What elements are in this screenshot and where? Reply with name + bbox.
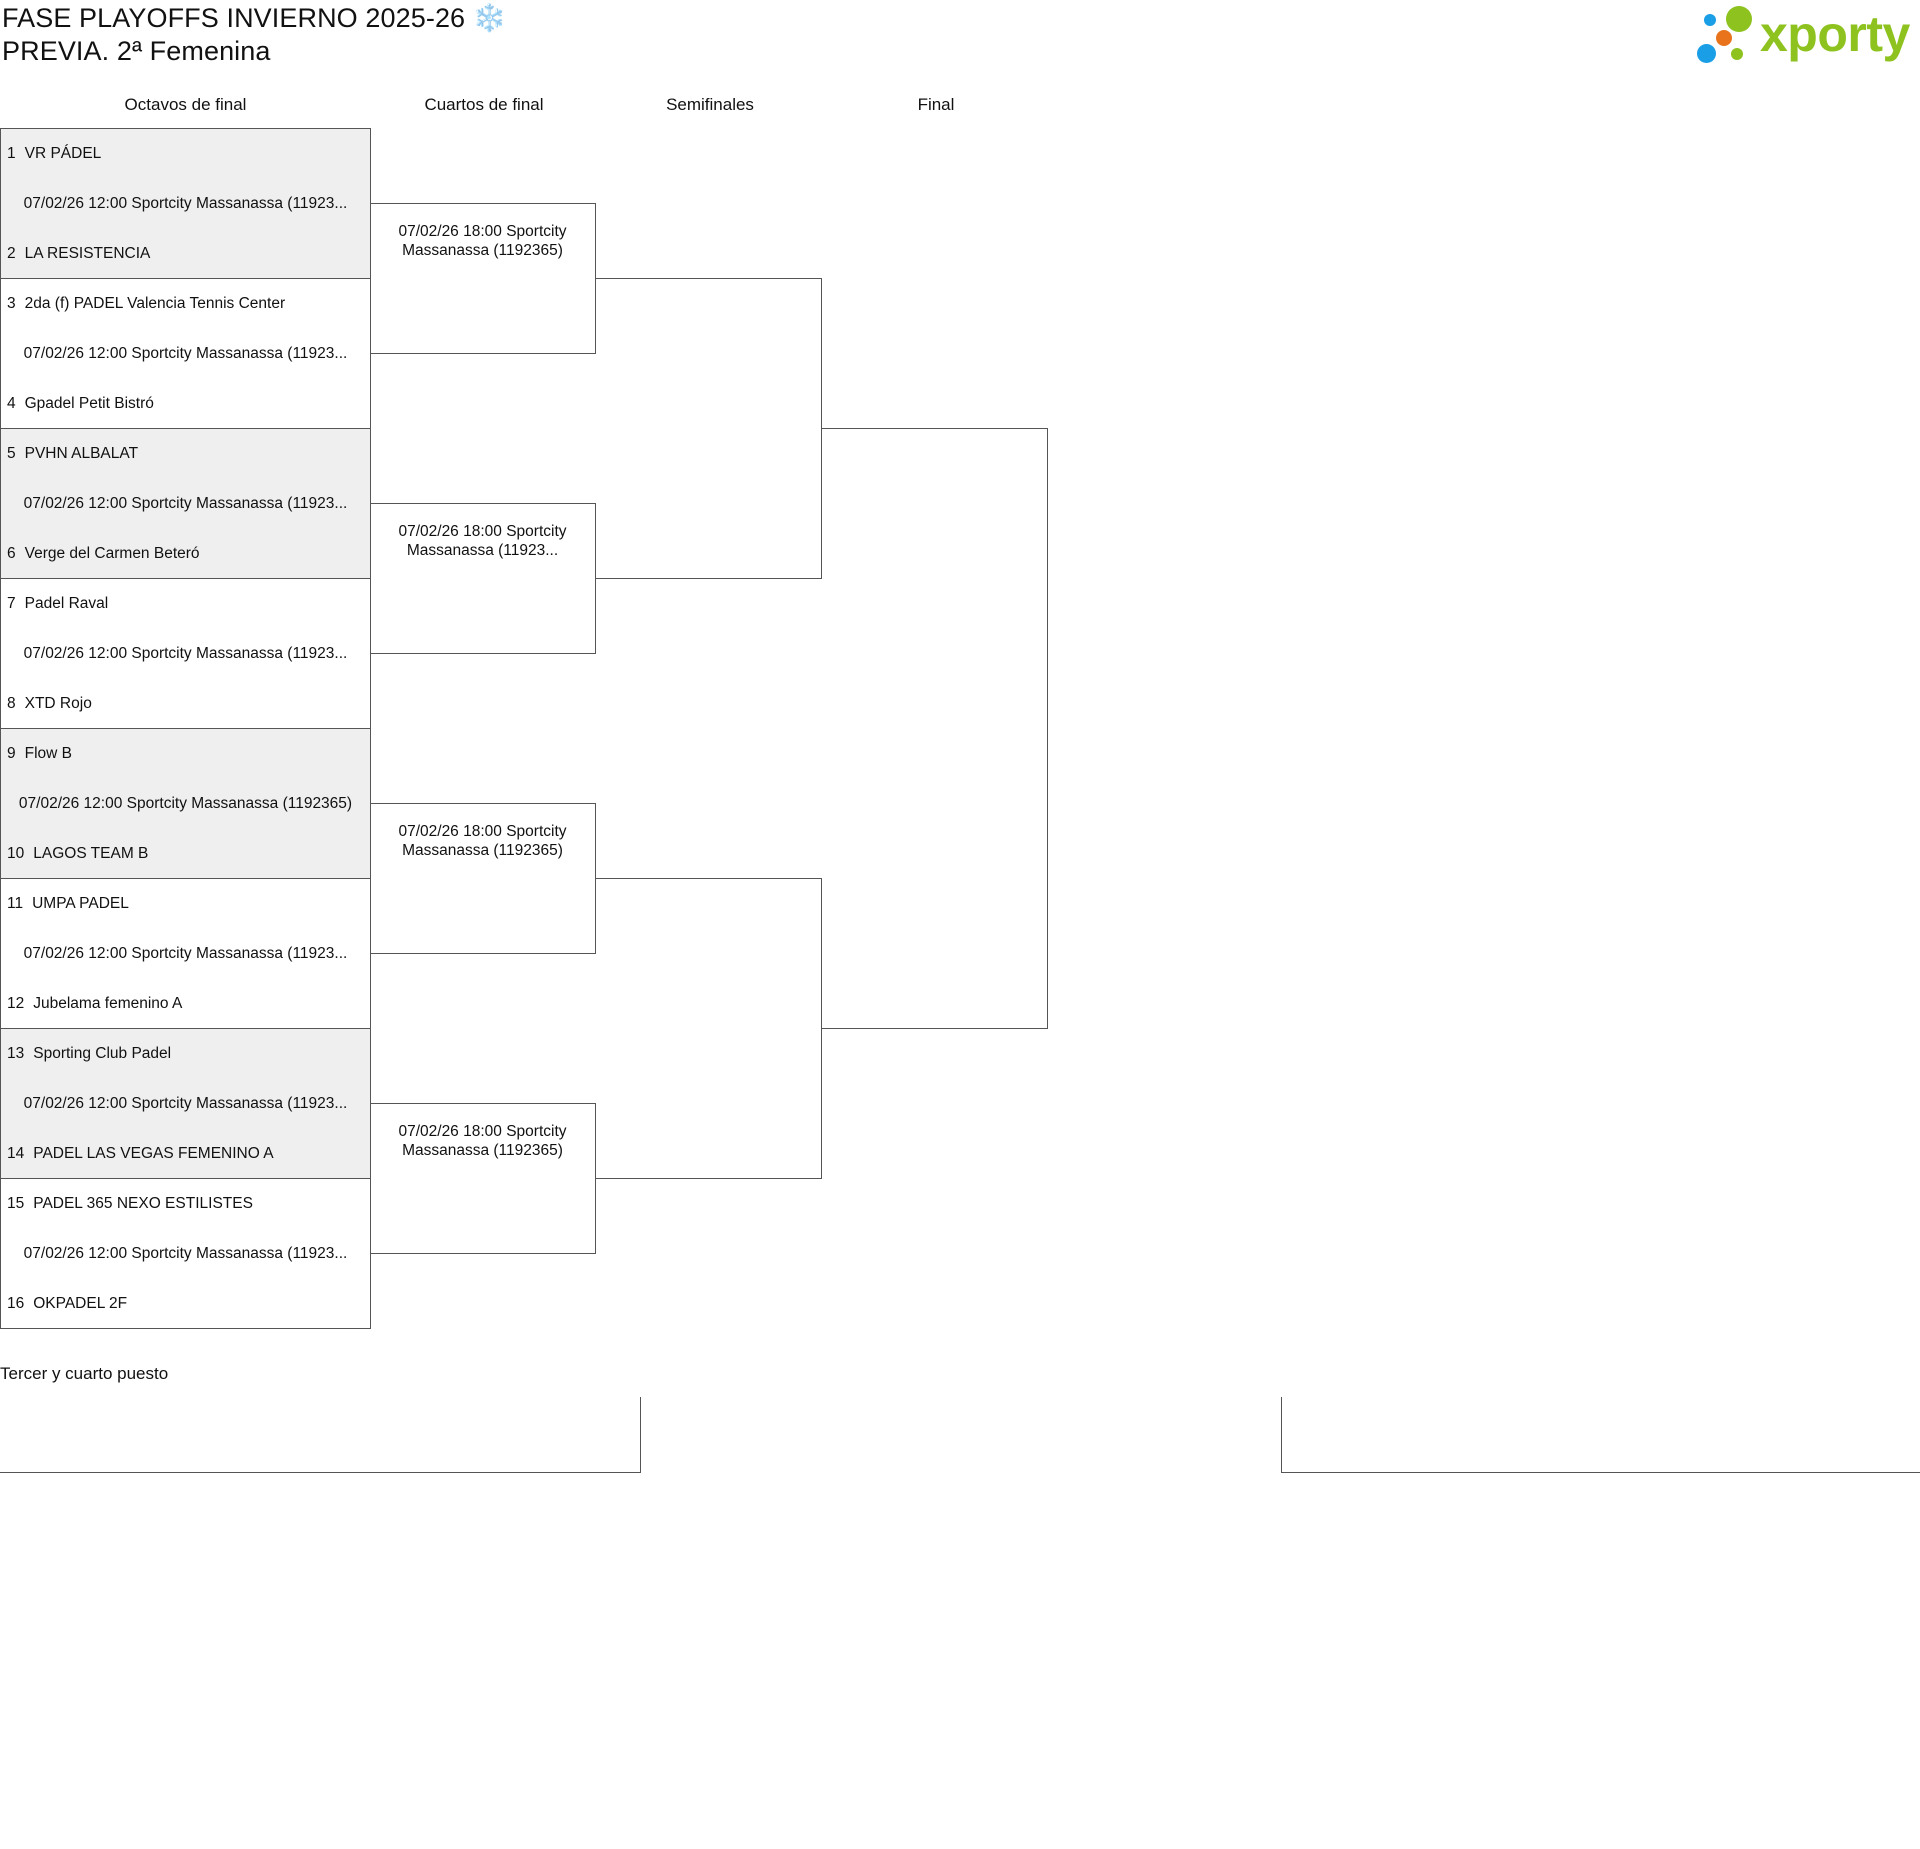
seed: 8	[7, 695, 16, 712]
team-name: Sporting Club Padel	[33, 1045, 172, 1062]
match-r16-6[interactable]	[0, 878, 371, 1029]
team-away	[7, 1145, 274, 1163]
team-name: Verge del Carmen Beteró	[24, 545, 200, 562]
team-name: PADEL 365 NEXO ESTILISTES	[33, 1195, 253, 1212]
team-away	[7, 995, 182, 1013]
qf-date-line2: Massanassa (1192365)	[402, 242, 563, 259]
team-away	[7, 245, 150, 263]
seed: 9	[7, 745, 16, 762]
third-place-slot-right[interactable]	[1281, 1397, 1920, 1473]
team-name: LA RESISTENCIA	[24, 245, 151, 262]
team-home	[7, 595, 108, 613]
seed: 2	[7, 245, 16, 262]
match-date: 07/02/26 12:00 Sportcity Massanassa (11923...	[23, 495, 348, 512]
qf-date-line2: Massanassa (11923...	[406, 542, 559, 559]
qf-date-line1: 07/02/26 18:00 Sportcity	[398, 823, 567, 840]
seed: 3	[7, 295, 16, 312]
match-sf-1[interactable]	[596, 278, 822, 579]
match-r16-7[interactable]	[0, 1028, 371, 1179]
team-name: Padel Raval	[24, 595, 109, 612]
round-header-cuartos: Cuartos de final	[424, 95, 544, 114]
qf-date-line1: 07/02/26 18:00 Sportcity	[398, 223, 567, 240]
logo-dot-green-small	[1731, 48, 1743, 60]
team-name: PVHN ALBALAT	[24, 445, 139, 462]
match-date	[370, 222, 595, 260]
qf-date-line1: 07/02/26 18:00 Sportcity	[398, 523, 567, 540]
seed: 10	[7, 845, 25, 862]
match-date	[370, 1122, 595, 1160]
team-home	[7, 145, 101, 163]
round-header-final: Final	[917, 95, 955, 114]
page-title	[2, 2, 507, 68]
round-header-semifinales: Semifinales	[666, 95, 754, 114]
seed: 11	[7, 895, 24, 912]
seed: 7	[7, 595, 16, 612]
team-away	[7, 395, 154, 413]
match-r16-8[interactable]	[0, 1178, 371, 1329]
team-away	[7, 545, 200, 563]
match-date	[370, 522, 595, 560]
seed: 15	[7, 1195, 25, 1212]
match-r16-1[interactable]	[0, 128, 371, 279]
seed: 5	[7, 445, 16, 462]
seed: 4	[7, 395, 16, 412]
team-name: PADEL LAS VEGAS FEMENINO A	[33, 1145, 274, 1162]
team-away	[7, 695, 92, 713]
team-away	[7, 845, 148, 863]
team-home	[7, 895, 129, 913]
team-home	[7, 1045, 171, 1063]
match-date	[370, 822, 595, 860]
match-qf-2[interactable]	[370, 503, 596, 654]
team-name: Jubelama femenino A	[33, 995, 183, 1012]
team-name: OKPADEL 2F	[33, 1295, 128, 1312]
match-qf-1[interactable]	[370, 203, 596, 354]
match-date: 07/02/26 12:00 Sportcity Massanassa (11923...	[23, 1095, 348, 1112]
logo-dot-green-large	[1726, 6, 1752, 32]
team-home	[7, 445, 138, 463]
team-name: 2da (f) PADEL Valencia Tennis Center	[24, 295, 286, 312]
seed: 6	[7, 545, 16, 562]
qf-date-line2: Massanassa (1192365)	[402, 842, 563, 859]
match-date: 07/02/26 12:00 Sportcity Massanassa (11923...	[23, 645, 348, 662]
team-home	[7, 745, 72, 763]
seed: 14	[7, 1145, 25, 1162]
third-place-title: Tercer y cuarto puesto	[0, 1364, 169, 1383]
team-home	[7, 1195, 253, 1213]
seed: 13	[7, 1045, 25, 1062]
match-date: 07/02/26 12:00 Sportcity Massanassa (11923...	[23, 1245, 348, 1262]
logo-text: xporty	[1760, 6, 1910, 62]
match-r16-3[interactable]	[0, 428, 371, 579]
seed: 16	[7, 1295, 25, 1312]
match-date: 07/02/26 12:00 Sportcity Massanassa (11923...	[23, 195, 348, 212]
match-r16-4[interactable]	[0, 578, 371, 729]
team-name: Flow B	[24, 745, 72, 762]
title-line-2: PREVIA. 2ª Femenina	[2, 36, 271, 66]
team-name: LAGOS TEAM B	[33, 845, 149, 862]
logo-dot-blue-top	[1704, 14, 1716, 26]
match-date: 07/02/26 12:00 Sportcity Massanassa (11923...	[23, 945, 348, 962]
logo-dot-orange	[1716, 30, 1732, 46]
team-name: UMPA PADEL	[32, 895, 129, 912]
match-date: 07/02/26 12:00 Sportcity Massanassa (1192365)	[18, 795, 353, 812]
team-name: XTD Rojo	[24, 695, 92, 712]
qf-date-line2: Massanassa (1192365)	[402, 1142, 563, 1159]
match-r16-2[interactable]	[0, 278, 371, 429]
xporty-logo	[1690, 0, 1920, 70]
match-date: 07/02/26 12:00 Sportcity Massanassa (11923...	[23, 345, 348, 362]
team-name: VR PÁDEL	[24, 145, 102, 162]
match-qf-4[interactable]	[370, 1103, 596, 1254]
team-away	[7, 1295, 127, 1313]
seed: 12	[7, 995, 25, 1012]
logo-dot-blue-bottom	[1697, 44, 1716, 63]
match-final[interactable]	[822, 428, 1048, 1029]
team-home	[7, 295, 285, 313]
match-qf-3[interactable]	[370, 803, 596, 954]
qf-date-line1: 07/02/26 18:00 Sportcity	[398, 1123, 567, 1140]
match-sf-2[interactable]	[596, 878, 822, 1179]
third-place-slot-left[interactable]	[0, 1397, 641, 1473]
match-r16-5[interactable]	[0, 728, 371, 879]
round-header-octavos: Octavos de final	[124, 95, 247, 114]
team-name: Gpadel Petit Bistró	[24, 395, 154, 412]
seed: 1	[7, 145, 16, 162]
title-line-1: FASE PLAYOFFS INVIERNO 2025-26 ❄️	[2, 3, 507, 33]
